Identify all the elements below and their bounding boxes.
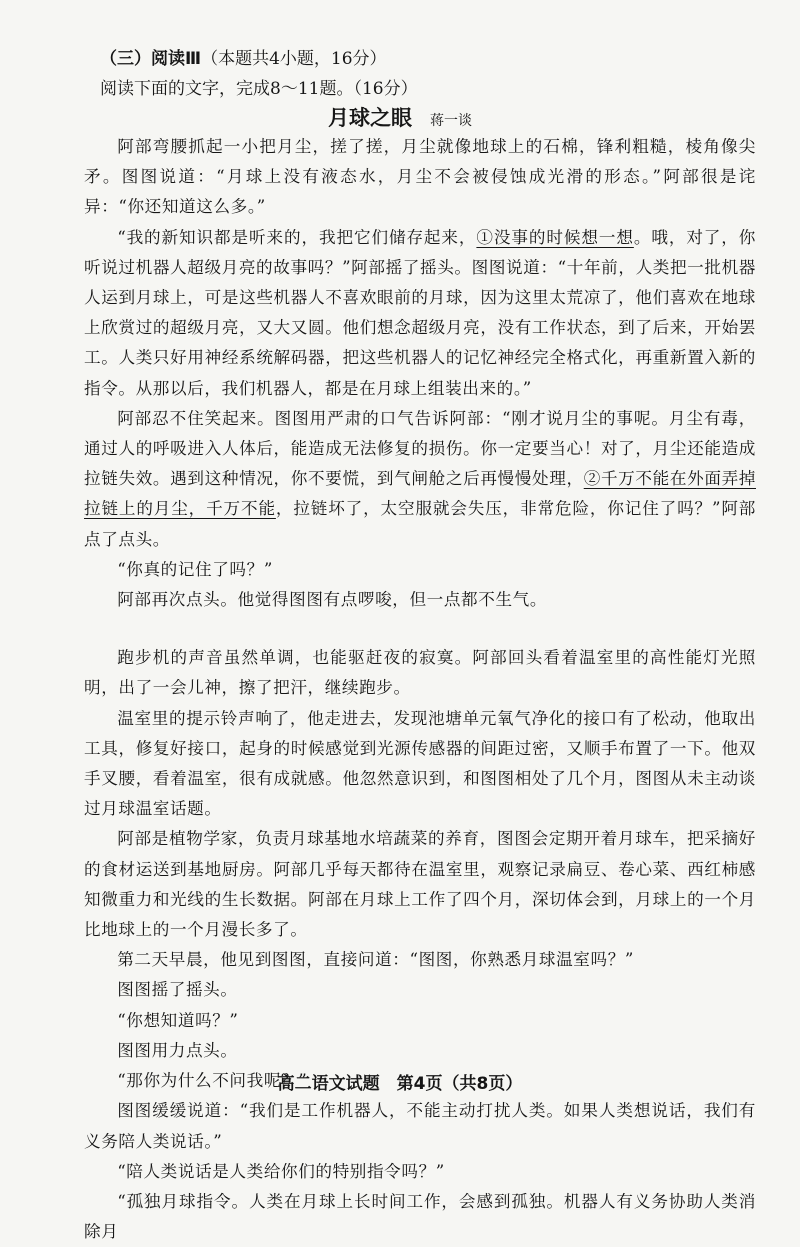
article-paragraph: 跑步机的声音虽然单调，也能驱赶夜的寂寞。阿部回头看着温室里的高性能灯光照明，出了一会儿神，擦了把汗，继续跑步。	[84, 648, 756, 698]
article-paragraph: “你想知道吗？”	[117, 1010, 239, 1030]
article-title: 月球之眼	[328, 106, 412, 130]
article-paragraph: “你真的记住了吗？”	[117, 559, 273, 579]
article-paragraph: “陪人类说话是人类给你们的特别指令吗？”	[117, 1161, 445, 1181]
article-paragraph: 图图摇了摇头。	[117, 980, 238, 1000]
article-paragraph	[84, 223, 756, 404]
article-paragraph: 阿部是植物学家，负责月球基地水培蔬菜的养育，图图会定期开着月球车，把采摘好的食材运送到基地厨房。阿部几乎每天都待在温室里，观察记录扁豆、卷心菜、西红柿感知微重力和光线的生长数据。阿部在月球上工作了四个月，深切体会到，月球上的一个月比地球上的一个月漫长多了。	[84, 829, 756, 940]
section-instruction: 阅读下面的文字，完成8～11题。（16分）	[100, 79, 418, 99]
page-footer: 高二语文试题 第4页（共8页）	[277, 1074, 523, 1094]
article-paragraph: “那你为什么不问我呢？”	[117, 1071, 308, 1091]
paragraph-text: ，拉链坏了，太空服就会失压，非常危险，你记住了吗？”阿部点了点头。	[84, 499, 756, 549]
article-author: 蒋一谈	[430, 113, 472, 129]
article-paragraph: 图图用力点头。	[117, 1040, 238, 1060]
paragraph-text: 阿部忍不住笑起来。图图用严肃的口气告诉阿部：“刚才说月尘的事呢。月尘有毒，通过人的呼吸进入人体后，能造成无法修复的损伤。你一定要当心！对了，月尘还能造成拉链失效。遇到这种情况，你不要慌，到气闸舱之后再慢慢处理，	[84, 408, 756, 489]
article-paragraph: 温室里的提示铃声响了，他走进去，发现池塘单元氧气净化的接口有了松动，他取出工具，修复好接口，起身的时候感觉到光源传感器的间距过密，又顺手布置了一下。他双手叉腰，看着温室，很有成就感。他忽然意识到，和图图相处了几个月，图图从未主动谈过月球温室话题。	[84, 708, 756, 819]
section-heading-note: （本题共4小题，16分）	[201, 49, 387, 69]
paragraph-text: 。哦，对了，你听说过机器人超级月亮的故事吗？”阿部摇了摇头。图图说道：“十年前，人类把一批机器人运到月球上，可是这些机器人不喜欢眼前的月球，因为这里太荒凉了，他们喜欢在地球上欣赏过的超级月亮，又大又圆。他们想念超级月亮，没有工作状态，到了后来，开始罢工。人类只好用神经系统解码器，把这些机器人的记忆神经完全格式化，再重新置入新的指令。从那以后，我们机器人，都是在月球上组装出来的。”	[84, 227, 756, 398]
underlined-sentence: ①没事的时候想一想	[476, 227, 634, 247]
paragraph-text: “我的新知识都是听来的，我把它们储存起来，	[117, 227, 477, 247]
section-header	[100, 44, 418, 104]
section-heading: （三）阅读Ⅲ	[100, 49, 202, 69]
section-heading-line	[100, 44, 418, 74]
article-paragraph: 图图缓缓说道：“我们是工作机器人，不能主动打扰人类。如果人类想说话，我们有义务陪人类说话。”	[84, 1101, 756, 1151]
article-paragraph: 阿部弯腰抓起一小把月尘，搓了搓，月尘就像地球上的石棉，锋利粗糙，棱角像尖矛。图图说道：“月球上没有液态水，月尘不会被侵蚀成光滑的形态。”阿部很是诧异：“你还知道这么多。”	[84, 137, 756, 217]
article-paragraph: 第二天早晨，他见到图图，直接问道：“图图，你熟悉月球温室吗？”	[117, 950, 634, 970]
article-title-row	[0, 104, 800, 135]
article-paragraph	[84, 404, 756, 555]
article-paragraph: “孤独月球指令。人类在月球上长时间工作，会感到孤独。机器人有义务协助人类消除月	[84, 1191, 756, 1242]
underlined-sentence: ②千万不能在外面弄掉拉链上的月尘，千万不能	[84, 469, 756, 519]
article-paragraph: 阿部再次点头。他觉得图图有点啰唆，但一点都不生气。	[117, 590, 548, 610]
